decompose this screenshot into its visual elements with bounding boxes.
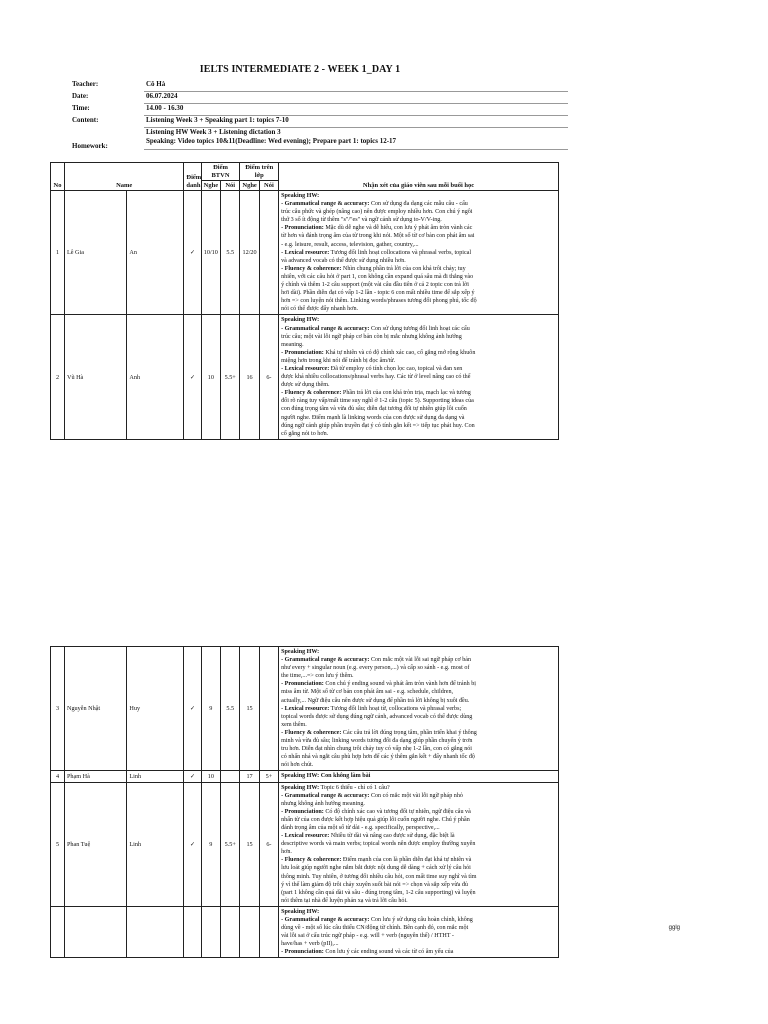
header-attendance: Điểm danh bbox=[184, 163, 201, 191]
comment-heading: - Fluency & coherence: bbox=[281, 729, 342, 736]
comment-line bbox=[281, 924, 556, 932]
comment-heading: - Pronunciation: bbox=[281, 349, 324, 356]
comment-heading: - Fluency & coherence: bbox=[281, 390, 342, 397]
comment-text: nhấn từ của con được kết hợp hiệu quả giúp lôi cuốn người nghe. Chú ý phần bbox=[281, 816, 470, 823]
comment-text: Điểm mạnh của con là phần diễn đạt khá tự nhiên và bbox=[341, 857, 472, 864]
attendance-check: ✓ bbox=[184, 315, 201, 439]
comment-line bbox=[281, 656, 556, 664]
comment-text: vài lỗi sai ở cấu trúc ngữ pháp - e.g. will + verb (nguyên thể) / HTHT - bbox=[281, 933, 454, 940]
comment-line bbox=[281, 745, 556, 753]
comment-line bbox=[281, 341, 556, 349]
comment-heading: - Pronunciation: bbox=[281, 949, 324, 956]
comment-line bbox=[281, 192, 556, 200]
comment-text: Con sử dụng tương đối linh hoạt các cấu bbox=[369, 325, 470, 332]
student-feedback-table-continued bbox=[50, 646, 559, 958]
comment-text: xem thêm. bbox=[281, 721, 307, 728]
teacher-comment bbox=[279, 782, 559, 906]
comment-heading: Speaking HW: bbox=[281, 649, 320, 655]
comment-text: Tương đối linh hoạt collocations và phrasal verbs, topical bbox=[329, 249, 472, 256]
comment-text: lưu loát giúp người nghe nắm bắt được nội dung dễ dàng + cách xử lý câu hỏi bbox=[281, 865, 471, 872]
comment-line bbox=[281, 241, 556, 249]
comment-text: Con chú ý ending sound và phát âm tròn vành hơn để tránh bị bbox=[323, 681, 476, 688]
comment-text: tru hơn. Diễn đạt nhìn chung trôi chảy tuy có vấp nhẹ 1-2 lần, con có gắng nói bbox=[281, 746, 472, 753]
teacher-value: Cô Hà bbox=[144, 80, 568, 92]
comment-line bbox=[281, 753, 556, 761]
comment-text: ý vì thế làm giảm độ trôi chảy xuyên suốt bài nói => chọn và sắp xếp vừa đủ bbox=[281, 881, 468, 888]
class-listening-score bbox=[240, 906, 259, 958]
comment-text: Con lưu ý các ending sound và các từ có âm yếu của bbox=[323, 949, 454, 956]
comment-text: thông minh. Tuy nhiên, ở tương đối nhiều câu hỏi, con mất time suy nghĩ và tìm bbox=[281, 873, 477, 880]
student-first-name: Anh bbox=[127, 315, 184, 439]
comment-text: nói hơn chút. bbox=[281, 762, 314, 769]
comment-line bbox=[281, 856, 556, 864]
header-no: No bbox=[51, 163, 65, 191]
comment-heading: Speaking HW: bbox=[281, 317, 320, 324]
btvn-speaking-score: 5.5 bbox=[221, 647, 240, 771]
comment-line bbox=[281, 889, 556, 897]
comment-line bbox=[281, 940, 556, 948]
comment-heading: - Lexical resource: bbox=[281, 249, 330, 256]
attendance-check: ✓ bbox=[184, 771, 201, 782]
comment-line bbox=[281, 389, 556, 397]
comment-line bbox=[281, 792, 556, 800]
comment-line bbox=[281, 257, 556, 265]
comment-text: như every + singular noun (e.g. every person,...) và cấp so sánh - e.g. most of bbox=[281, 665, 470, 672]
comment-text: người nghe. Điểm mạnh là linking words của con được sử dụng đa dạng và bbox=[281, 414, 465, 421]
row-number: 4 bbox=[51, 771, 65, 782]
comment-text: Topic 6 thiếu - chỉ có 1 câu? bbox=[319, 784, 390, 791]
comment-text: dùng về - một số lúc câu thiếu CN/động từ chính. Bên cạnh đó, con mắc một bbox=[281, 925, 469, 932]
comment-line bbox=[281, 721, 556, 729]
btvn-listening-score: 10 bbox=[201, 771, 220, 782]
btvn-listening-score: 10/10 bbox=[201, 191, 220, 315]
comment-line bbox=[281, 800, 556, 808]
table-row bbox=[51, 191, 559, 315]
comment-text: Con lưu ý sử dụng câu hoàn chỉnh, không bbox=[369, 917, 473, 923]
row-number: 3 bbox=[51, 647, 65, 771]
comment-line bbox=[281, 265, 556, 273]
student-last-name: Nguyễn Nhật bbox=[64, 647, 126, 771]
student-last-name: Vũ Hà bbox=[64, 315, 126, 439]
comment-line bbox=[281, 373, 556, 381]
comment-text: Con mắc một vài lỗi sai ngữ pháp cơ bản bbox=[369, 657, 472, 664]
btvn-listening-score: 9 bbox=[201, 782, 220, 906]
comment-line bbox=[281, 325, 556, 333]
comment-text: Đã từ employ có tính chọn lọc cao, topical và đan xen bbox=[329, 365, 463, 372]
comment-text: miệng hơn trong khi nói để tránh bị đọc âm/từ. bbox=[281, 357, 396, 364]
comment-text: nhưng không ảnh hưởng meaning. bbox=[281, 800, 365, 807]
comment-heading: Speaking HW: bbox=[281, 784, 320, 791]
comment-text: Con có mắc một vài lỗi ngữ pháp nhỏ bbox=[369, 792, 463, 799]
comment-line bbox=[281, 357, 556, 365]
comment-text: meaning. bbox=[281, 341, 304, 348]
comment-text: Nhìn chung phần trả lời của con khá trôi chảy; tuy bbox=[341, 265, 466, 272]
comment-line bbox=[281, 908, 556, 916]
comment-text: được khá nhiều collocations/phrasal verbs hay. Các từ ở level nâng cao có thể bbox=[281, 374, 471, 381]
comment-heading: - Lexical resource: bbox=[281, 365, 330, 372]
student-last-name: Phan Tuệ bbox=[64, 782, 126, 906]
comment-text: - e.g. leisure, result, access, television, gather, country,... bbox=[281, 241, 419, 248]
comment-line bbox=[281, 232, 556, 240]
comment-line bbox=[281, 365, 556, 373]
teacher-comment bbox=[279, 191, 559, 315]
header-lop-nghe: Nghe bbox=[240, 181, 259, 191]
comment-line bbox=[281, 680, 556, 688]
comment-heading: Speaking HW: bbox=[281, 908, 320, 915]
comment-heading: - Grammatical range & accuracy: bbox=[281, 657, 370, 664]
attendance-check: ✓ bbox=[184, 191, 201, 315]
student-first-name: Linh bbox=[127, 771, 184, 782]
comment-text: Con sử dụng đa dạng các mẫu câu - cấu bbox=[369, 201, 468, 208]
student-first-name: Huy bbox=[127, 647, 184, 771]
comment-text: hơi dài). Phần diễn đạt có vấp 1-2 lần - topic 6 con mất nhiều time để sắp xếp ý bbox=[281, 290, 475, 297]
class-listening-score: 17 bbox=[240, 771, 259, 782]
comment-text: đánh trọng âm của một số từ dài - e.g. specifically, perspective,... bbox=[281, 824, 440, 831]
comment-text: (part 1 không cần quá dài và sâu - đúng trọng tâm, 1-2 câu supporting) và luyện bbox=[281, 889, 476, 896]
comment-text: Có độ chính xác cao và tương đối tự nhiên, ngữ điệu câu và bbox=[323, 808, 471, 815]
comment-text: có nhấn nhá và ngắt câu phù hợp hơn để các ý thêm gắn kết + đẩy nhanh tốc độ bbox=[281, 754, 475, 761]
teacher-comment bbox=[279, 647, 559, 771]
content-label: Content: bbox=[72, 115, 99, 124]
comment-heading: - Lexical resource: bbox=[281, 705, 330, 712]
comment-line bbox=[281, 697, 556, 705]
comment-line bbox=[281, 705, 556, 713]
class-info-table bbox=[70, 80, 568, 150]
comment-text: topical words được sử dụng đúng ngữ cảnh, advanced vocab có thể được dùng bbox=[281, 713, 473, 720]
comment-line bbox=[281, 249, 556, 257]
date-value: 06.07.2024 bbox=[144, 92, 568, 104]
comment-line bbox=[281, 305, 556, 313]
row-number bbox=[51, 906, 65, 958]
student-last-name: Lê Gia bbox=[64, 191, 126, 315]
comment-heading: - Grammatical range & accuracy: bbox=[281, 201, 370, 208]
comment-line bbox=[281, 289, 556, 297]
teacher-comment bbox=[279, 906, 559, 958]
comment-text: hơn. bbox=[281, 849, 292, 856]
teacher-comment bbox=[279, 771, 559, 782]
student-first-name: Linh bbox=[127, 782, 184, 906]
date-label: Date: bbox=[72, 91, 89, 100]
comment-line bbox=[281, 648, 556, 656]
table-row bbox=[51, 771, 559, 782]
btvn-speaking-score bbox=[221, 906, 240, 958]
comment-line bbox=[281, 297, 556, 305]
comment-line bbox=[281, 273, 556, 281]
teacher-label: Teacher: bbox=[72, 80, 99, 88]
class-listening-score: 12/20 bbox=[240, 191, 259, 315]
attendance-check bbox=[184, 906, 201, 958]
btvn-listening-score bbox=[201, 906, 220, 958]
comment-text: ý chính và thêm 1-2 câu support (một vài câu đầu tiên ở cả 2 topic con trả lời bbox=[281, 282, 469, 289]
comment-line bbox=[281, 840, 556, 848]
comment-line bbox=[281, 414, 556, 422]
row-number: 2 bbox=[51, 315, 65, 439]
comment-line bbox=[281, 333, 556, 341]
comment-line bbox=[281, 772, 556, 780]
comment-heading: - Fluency & coherence: bbox=[281, 857, 342, 864]
comment-text: từ hơn và đánh trọng âm của từ trong khi nói. Một số từ cơ bản con phát âm sai bbox=[281, 233, 475, 240]
comment-line bbox=[281, 948, 556, 956]
btvn-speaking-score bbox=[221, 771, 240, 782]
comment-text: Mặc dù dễ nghe và dễ hiểu, con lưu ý phát âm tròn vành các bbox=[323, 225, 473, 232]
comment-text: Nhiều từ dài và nâng cao được sử dụng, đặc biệt là bbox=[329, 833, 455, 840]
comment-line bbox=[281, 816, 556, 824]
page-title: IELTS INTERMEDIATE 2 - WEEK 1_DAY 1 bbox=[199, 64, 401, 75]
comment-line bbox=[281, 281, 556, 289]
attendance-check: ✓ bbox=[184, 647, 201, 771]
class-speaking-score bbox=[259, 906, 278, 958]
comment-text: được sử dụng thêm. bbox=[281, 382, 330, 389]
header-name: Name bbox=[64, 163, 183, 191]
comment-line bbox=[281, 349, 556, 357]
class-listening-score: 15 bbox=[240, 782, 259, 906]
row-number: 1 bbox=[51, 191, 65, 315]
comment-text: đúng ngữ cảnh giúp phần truyền đạt ý có tính gắn kết => tiếp tục phát huy. Con bbox=[281, 422, 475, 429]
class-speaking-score: 6- bbox=[259, 315, 278, 439]
comment-text: đối rõ ràng tuy vấp/mất time suy nghĩ ở 1-2 câu (topic 5). Supporting ideas của bbox=[281, 398, 474, 405]
class-speaking-score bbox=[259, 191, 278, 315]
header-tren-lop: Điểm trên lớp bbox=[240, 163, 279, 181]
comment-heading: - Grammatical range & accuracy: bbox=[281, 325, 370, 332]
header-btvn: Điểm BTVN bbox=[201, 163, 240, 181]
comment-line bbox=[281, 216, 556, 224]
comment-line bbox=[281, 208, 556, 216]
comment-text: Phần trả lời của con khá tròn trịa, mạch lạc và tương bbox=[341, 390, 471, 397]
comment-line bbox=[281, 832, 556, 840]
header-btvn-nghe: Nghe bbox=[201, 181, 220, 191]
comment-text: Các câu trả lời đúng trọng tâm, phần triển khai ý thông bbox=[341, 729, 477, 736]
btvn-speaking-score: 5.5+ bbox=[221, 315, 240, 439]
class-listening-score: 15 bbox=[240, 647, 259, 771]
class-speaking-score bbox=[259, 647, 278, 771]
comment-line bbox=[281, 688, 556, 696]
teacher-comment bbox=[279, 315, 559, 439]
comment-heading: - Pronunciation: bbox=[281, 225, 324, 232]
homework-value bbox=[144, 128, 568, 150]
comment-text: descriptive words và main verbs; topical words nên được employ thường xuyên bbox=[281, 841, 476, 848]
student-feedback-table bbox=[50, 162, 559, 440]
comment-line bbox=[281, 422, 556, 430]
comment-text: the time,...=> con lưu ý thêm. bbox=[281, 673, 354, 680]
table-row bbox=[51, 782, 559, 906]
comment-line bbox=[281, 430, 556, 438]
comment-line bbox=[281, 881, 556, 889]
comment-heading: Speaking HW: bbox=[281, 193, 320, 199]
comment-line bbox=[281, 916, 556, 924]
comment-line bbox=[281, 729, 556, 737]
comment-heading: Speaking HW: Con không làm bài bbox=[281, 773, 371, 780]
comment-line bbox=[281, 897, 556, 905]
comment-text: thứ 3 số ít động từ thêm "s"/"es" và ngữ cảnh sử dụng to-V/V-ing. bbox=[281, 217, 442, 224]
comment-line bbox=[281, 224, 556, 232]
comment-line bbox=[281, 664, 556, 672]
header-lop-noi: Nói bbox=[259, 181, 278, 191]
student-last-name: Phạm Hà bbox=[64, 771, 126, 782]
comment-heading: - Grammatical range & accuracy: bbox=[281, 792, 370, 799]
homework-label: Homework: bbox=[72, 141, 108, 150]
comment-text: cố gắng nói to hơn. bbox=[281, 430, 329, 437]
table-row bbox=[51, 647, 559, 771]
btvn-speaking-score: 5.5 bbox=[221, 191, 240, 315]
comment-text: nhiên, với các câu hỏi ở part 1, con không cần expand quá sâu mà đi thẳng vào bbox=[281, 273, 474, 280]
comment-line bbox=[281, 737, 556, 745]
comment-line bbox=[281, 316, 556, 324]
comment-text: Tương đối linh hoạt từ, collocations và phrasal verbs; bbox=[329, 705, 462, 712]
comment-text: hơn => con luyện nói thêm. Linking words/phrases tương đối phong phú, tốc độ bbox=[281, 298, 477, 305]
attendance-check: ✓ bbox=[184, 782, 201, 906]
comment-text: have/has + verb (pII),... bbox=[281, 941, 339, 948]
comment-line bbox=[281, 397, 556, 405]
comment-text: trúc câu phức và ghép (nâng cao) nên được employ nhiều hơn. Con chú ý ngôi bbox=[281, 209, 473, 216]
class-listening-score: 16 bbox=[240, 315, 259, 439]
comment-line bbox=[281, 873, 556, 881]
comment-text: minh và vừa đủ sâu; linking words tương đối đa dạng giúp phần chuyển ý trơn bbox=[281, 738, 473, 745]
content-value: Listening Week 3 + Speaking part 1: topics 7-10 bbox=[144, 116, 568, 128]
comment-line bbox=[281, 864, 556, 872]
comment-heading: - Fluency & coherence: bbox=[281, 265, 342, 272]
comment-text: miss âm từ. Một số từ cơ bản con phát âm sai - e.g. schedule, children, bbox=[281, 689, 454, 696]
comment-text: actually,... Ngữ điệu câu nên được sử dụng để phần trả lời không bị xuôi đều. bbox=[281, 697, 470, 704]
header-comment: Nhận xét của giáo viên sau mỗi buổi học bbox=[279, 163, 559, 191]
comment-text: và advanced vocab có thể được sử dụng nhiều hơn. bbox=[281, 257, 406, 264]
comment-line bbox=[281, 672, 556, 680]
class-speaking-score: 5+ bbox=[259, 771, 278, 782]
comment-text: nói thêm tại nhà để luyện phản xạ và trả lời câu hỏi. bbox=[281, 897, 408, 904]
comment-heading: - Grammatical range & accuracy: bbox=[281, 917, 370, 923]
comment-line bbox=[281, 200, 556, 208]
row-number: 5 bbox=[51, 782, 65, 906]
time-label: Time: bbox=[72, 103, 90, 112]
comment-line bbox=[281, 405, 556, 413]
student-first-name bbox=[127, 906, 184, 958]
footer-mark: gglg bbox=[668, 925, 680, 931]
comment-line bbox=[281, 932, 556, 940]
btvn-listening-score: 9 bbox=[201, 647, 220, 771]
comment-line bbox=[281, 761, 556, 769]
comment-line bbox=[281, 381, 556, 389]
comment-line bbox=[281, 824, 556, 832]
comment-text: con đúng trọng tâm và vừa đủ sâu; diễn đạt tương đối tự nhiên giúp lôi cuốn bbox=[281, 406, 467, 413]
comment-line bbox=[281, 784, 556, 792]
comment-heading: - Pronunciation: bbox=[281, 681, 324, 688]
student-first-name: An bbox=[127, 191, 184, 315]
time-value: 14.00 - 16.30 bbox=[144, 104, 568, 116]
comment-line bbox=[281, 713, 556, 721]
comment-line bbox=[281, 848, 556, 856]
header-btvn-noi: Nói bbox=[221, 181, 240, 191]
comment-text: nói có thể được đẩy nhanh hơn. bbox=[281, 306, 359, 313]
comment-text: Khá tự nhiên và có độ chính xác cao, cố gắng mở rộng khuôn bbox=[323, 349, 476, 356]
btvn-speaking-score: 5.5+ bbox=[221, 782, 240, 906]
table-row bbox=[51, 906, 559, 958]
table-row bbox=[51, 315, 559, 439]
student-last-name bbox=[64, 906, 126, 958]
comment-line bbox=[281, 808, 556, 816]
class-speaking-score: 6- bbox=[259, 782, 278, 906]
comment-heading: - Pronunciation: bbox=[281, 808, 324, 815]
comment-text: trúc câu; một vài lỗi ngữ pháp cơ bản còn bị mắc nhưng không ảnh hưởng bbox=[281, 333, 462, 340]
homework-line-1: Listening HW Week 3 + Listening dictation 3 bbox=[146, 128, 281, 136]
homework-line-2: Speaking: Video topics 10&11(Deadline: Wed evening); Prepare part 1: topics 12-17 bbox=[146, 137, 397, 145]
btvn-listening-score: 10 bbox=[201, 315, 220, 439]
comment-heading: - Lexical resource: bbox=[281, 833, 330, 840]
